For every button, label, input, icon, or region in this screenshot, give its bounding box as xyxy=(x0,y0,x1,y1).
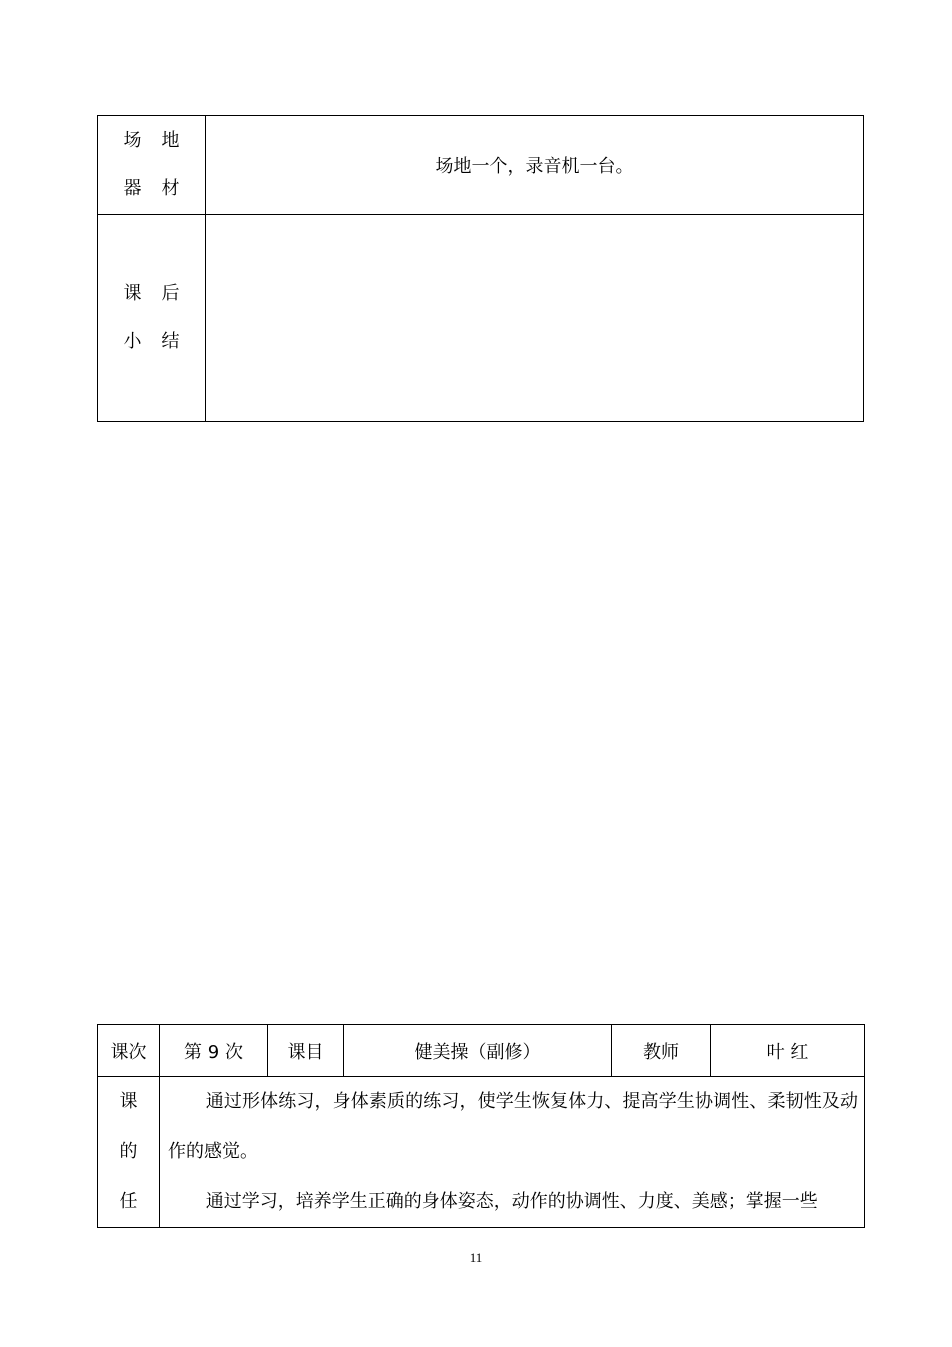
label-char: 课 xyxy=(123,283,142,304)
label-char: 课 xyxy=(119,1091,138,1112)
subject-value: 健美操（副修） xyxy=(344,1025,612,1077)
label-char: 地 xyxy=(161,130,180,151)
goal-paragraph-1: 通过形体练习，身体素质的练习，使学生恢复体力、提高学生协调性、柔韧性及动作的感觉。 xyxy=(168,1091,858,1162)
summary-row xyxy=(98,215,864,422)
teacher-label: 教师 xyxy=(612,1025,711,1077)
after-class-summary-label xyxy=(98,215,206,422)
teacher-value: 叶 红 xyxy=(711,1025,865,1077)
label-char: 后 xyxy=(161,283,180,304)
goal-paragraph-2: 通过学习，培养学生正确的身体姿态，动作的协调性、力度、美感；掌握一些 xyxy=(205,1191,818,1212)
lesson-goal-row xyxy=(98,1077,865,1228)
lesson-task-label xyxy=(98,1077,160,1228)
label-char: 材 xyxy=(161,178,180,199)
lesson-plan-table xyxy=(97,1024,865,1228)
label-char: 结 xyxy=(161,331,180,352)
venue-equipment-value: 场地一个，录音机一台。 xyxy=(206,116,864,215)
lesson-number-label: 课次 xyxy=(98,1025,160,1077)
lesson-header-row xyxy=(98,1025,865,1077)
label-char: 的 xyxy=(119,1141,138,1162)
after-class-summary-value xyxy=(206,215,864,422)
label-char: 小 xyxy=(123,331,142,352)
equipment-summary-table xyxy=(97,115,864,422)
subject-label: 课目 xyxy=(268,1025,344,1077)
lesson-number-value: 第 9 次 xyxy=(160,1025,268,1077)
page-number: 11 xyxy=(469,1250,483,1265)
label-char: 场 xyxy=(123,130,142,151)
venue-equipment-label xyxy=(98,116,206,215)
label-char: 任 xyxy=(119,1191,138,1212)
lesson-task-text xyxy=(160,1077,865,1228)
label-char: 器 xyxy=(123,178,142,199)
venue-row xyxy=(98,116,864,215)
